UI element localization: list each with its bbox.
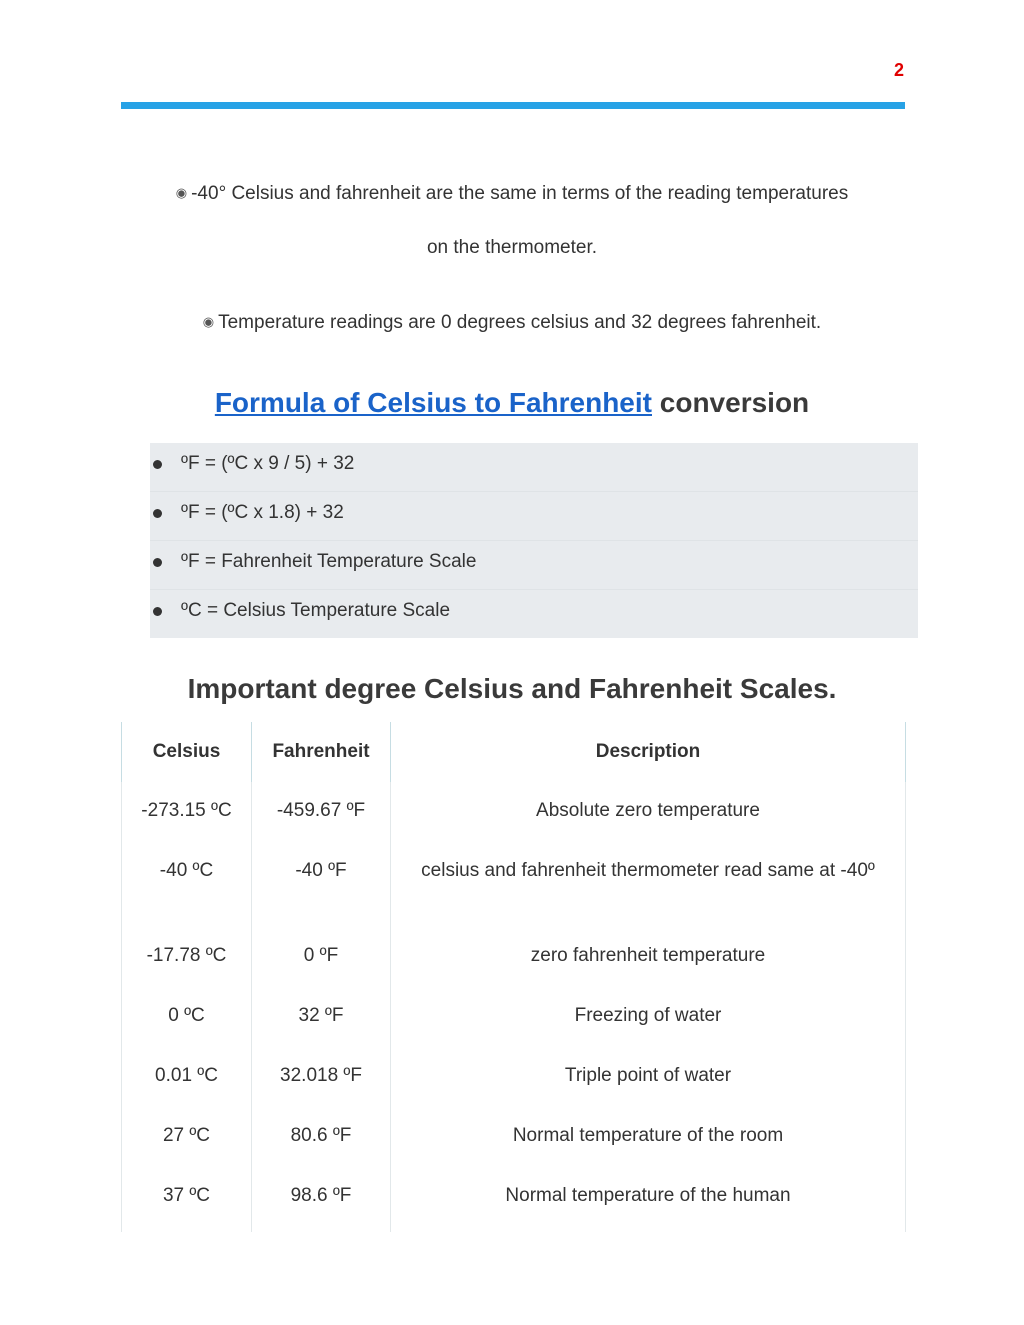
note-line-2: on the thermometer. [426,237,598,258]
description-cell: Normal temperature of the human [391,1167,906,1232]
note-text-3: Temperature readings are 0 degrees celsius and 32 degrees fahrenheit. [218,312,822,333]
celsius-cell: -40 ºC [122,842,252,927]
note-text-1: -40° Celsius and fahrenheit are the same in terms of the reading temperatures [191,183,849,204]
celsius-cell: -273.15 ºC [122,782,252,842]
fahrenheit-cell: 98.6 ºF [252,1167,391,1232]
scales-table [121,722,906,1232]
fahrenheit-cell: 32 ºF [252,987,391,1047]
table-row [122,842,906,927]
note-line-3 [0,312,1024,334]
bullet-dot-icon [153,460,162,469]
note-line-1 [0,183,1024,205]
fahrenheit-cell: 32.018 ºF [252,1047,391,1107]
formula-item-text: ºF = (ºC x 9 / 5) + 32 [181,453,355,474]
formula-item [150,590,918,639]
description-cell: Triple point of water [391,1047,906,1107]
table-row [122,1107,906,1167]
bullet-dot-icon [153,509,162,518]
column-header-celsius: Celsius [122,722,252,782]
radio-circle-icon: ◉ [202,314,215,329]
formula-heading-suffix: conversion [659,387,810,418]
description-cell: celsius and fahrenheit thermometer read same at -40º [391,842,906,927]
formula-item [150,541,918,590]
fahrenheit-cell: -40 ºF [252,842,391,927]
formula-item-text: ºF = Fahrenheit Temperature Scale [181,551,477,572]
formula-heading [0,387,1024,419]
header-divider [121,102,905,109]
formula-item-text: ºF = (ºC x 1.8) + 32 [181,502,344,523]
table-header-row [122,722,906,782]
fahrenheit-cell: 80.6 ºF [252,1107,391,1167]
column-header-description: Description [391,722,906,782]
page-number: 2 [893,60,904,80]
table-row [122,782,906,842]
formula-list [150,443,918,639]
description-cell: Absolute zero temperature [391,782,906,842]
table-row [122,1167,906,1232]
description-cell: zero fahrenheit temperature [391,927,906,987]
table-row [122,987,906,1047]
bullet-dot-icon [153,558,162,567]
formula-item [150,492,918,541]
formula-heading-link[interactable]: Formula of Celsius to Fahrenheit [214,387,652,418]
celsius-cell: 37 ºC [122,1167,252,1232]
column-header-fahrenheit: Fahrenheit [252,722,391,782]
fahrenheit-cell: 0 ºF [252,927,391,987]
celsius-cell: 0 ºC [122,987,252,1047]
table-row [122,927,906,987]
description-cell: Freezing of water [391,987,906,1047]
scales-heading: Important degree Celsius and Fahrenheit Scales. [187,673,837,704]
celsius-cell: 0.01 ºC [122,1047,252,1107]
celsius-cell: 27 ºC [122,1107,252,1167]
formula-box [150,443,918,638]
celsius-cell: -17.78 ºC [122,927,252,987]
radio-circle-icon: ◉ [175,185,188,200]
bullet-dot-icon [153,607,162,616]
formula-item [150,443,918,492]
formula-item-text: ºC = Celsius Temperature Scale [181,600,451,621]
table-row [122,1047,906,1107]
description-cell: Normal temperature of the room [391,1107,906,1167]
fahrenheit-cell: -459.67 ºF [252,782,391,842]
